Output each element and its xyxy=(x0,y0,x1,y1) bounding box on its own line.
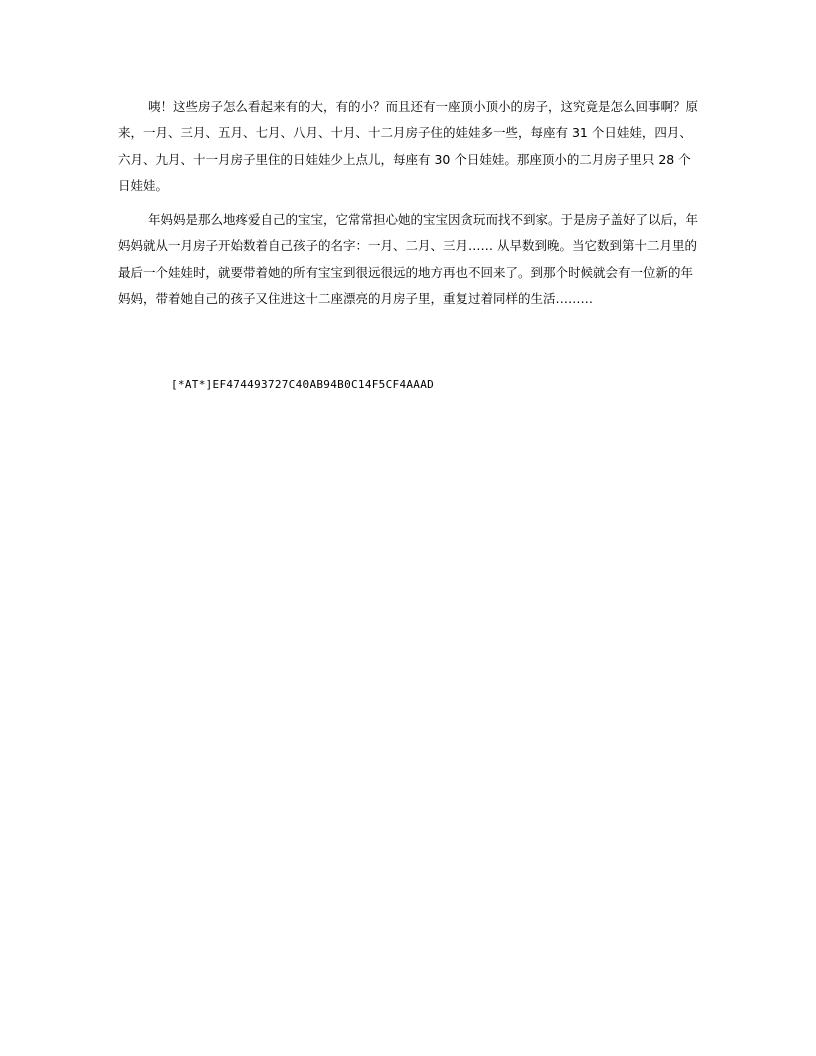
paragraph-2-text: 年妈妈是那么地疼爱自己的宝宝，它常常担心她的宝宝因贪玩而找不到家。于是房子盖好了以后，年妈妈就从一月房子开始数着自己孩子的名字：一月、二月、三月…… 从早数到晚。当它数到第十二月里的最后一个娃娃时，就要带着她的所有宝宝到很远很远的地方再也不回来了。到那个时候就会有一位新的年妈妈，带着她自己的孩子又住进这十二座漂亮的月房子里，重复过着同样的生活……… xyxy=(118,212,699,307)
paragraph-2 xyxy=(118,207,700,313)
document-identifier: [*AT*]EF474493727C40AB94B0C14F5CF4AAAD xyxy=(171,378,435,391)
paragraph-1 xyxy=(118,94,700,200)
paragraph-1-text: 咦！这些房子怎么看起来有的大，有的小？而且还有一座顶小顶小的房子，这究竟是怎么回事啊？原来，一月、三月、五月、七月、八月、十月、十二月房子住的娃娃多一些，每座有 31 个日娃娃，四月、六月、九月、十一月房子里住的日娃娃少上点儿，每座有 30 个日娃娃。那座顶小的二月房子里只 28 个日娃娃。 xyxy=(118,99,699,194)
